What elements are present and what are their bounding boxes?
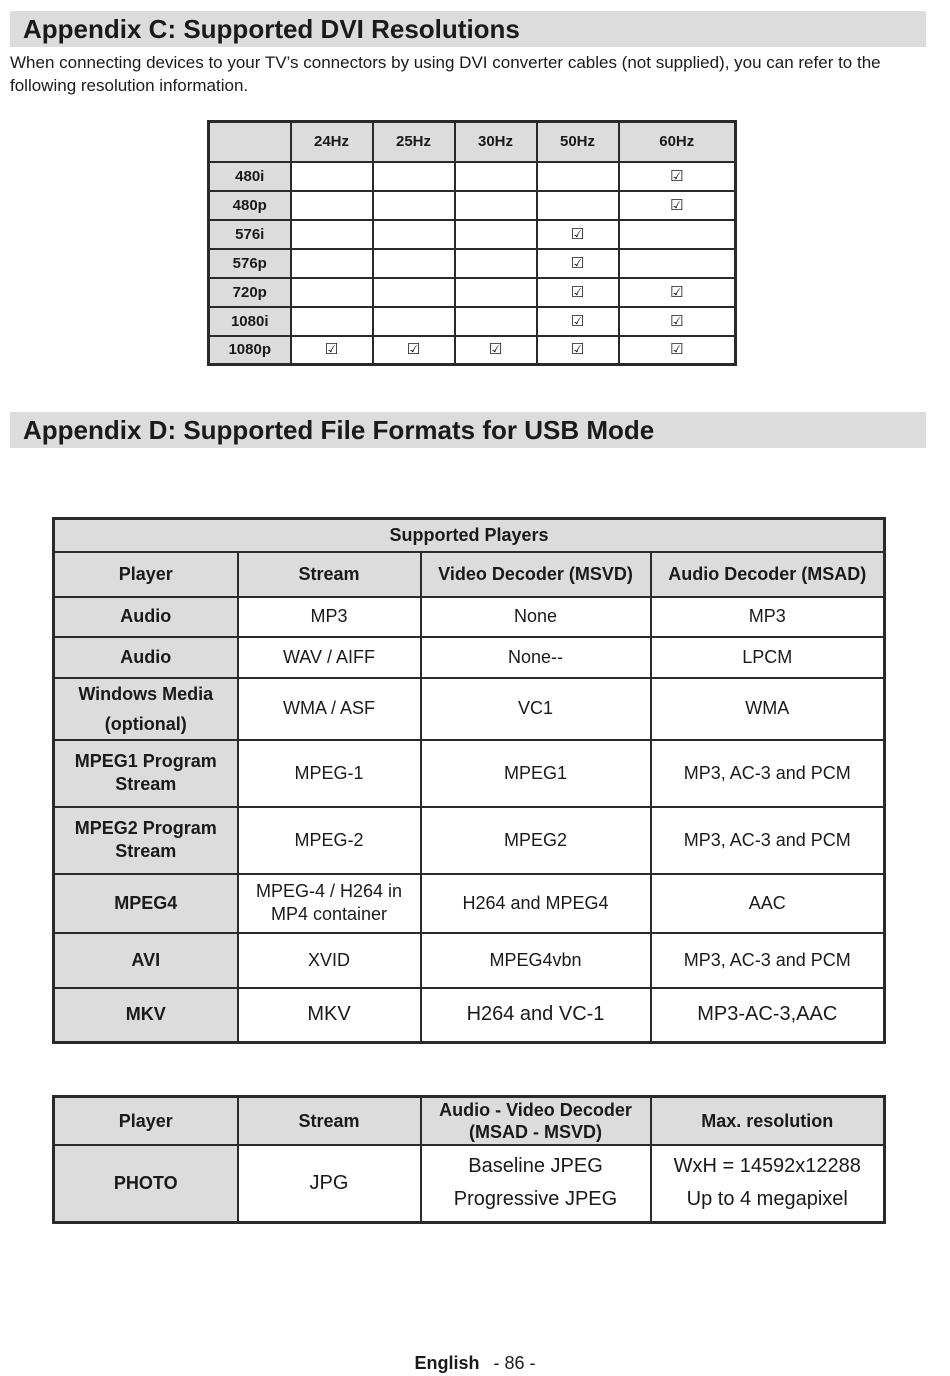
dvi-corner-cell	[209, 122, 291, 162]
dvi-row-label: 480i	[209, 162, 291, 191]
checkbox-checked-icon: ☑	[670, 341, 684, 359]
usb-video-cell: H264 and MPEG4	[421, 874, 651, 933]
dvi-col-header: 25Hz	[373, 122, 455, 162]
table-row	[209, 336, 736, 365]
checkbox-checked-icon: ☑	[670, 167, 684, 185]
dvi-cell	[291, 307, 373, 336]
dvi-cell	[455, 162, 537, 191]
usb-stream-cell: XVID	[238, 933, 421, 988]
photo-decoder-cell	[421, 1145, 651, 1223]
table-row	[54, 597, 885, 637]
usb-player-cell: MPEG1 Program Stream	[54, 740, 238, 807]
photo-col-header-stream: Stream	[238, 1097, 421, 1145]
usb-player-cell: Windows Media (optional)	[54, 678, 238, 740]
photo-col-header-resolution: Max. resolution	[651, 1097, 885, 1145]
dvi-cell	[455, 249, 537, 278]
decoder-line: Progressive JPEG	[453, 1188, 618, 1211]
dvi-cell	[619, 278, 736, 307]
checkbox-checked-icon: ☑	[670, 196, 684, 214]
photo-col-header-player: Player	[54, 1097, 238, 1145]
resolution-line: Up to 4 megapixel	[686, 1188, 848, 1211]
usb-group-header: Supported Players	[54, 519, 885, 552]
dvi-cell	[619, 307, 736, 336]
usb-audio-cell: MP3, AC-3 and PCM	[651, 807, 885, 874]
photo-formats-table	[52, 1095, 886, 1224]
usb-video-cell: None--	[421, 637, 651, 678]
dvi-col-header: 60Hz	[619, 122, 736, 162]
dvi-table-body	[209, 162, 736, 365]
usb-player-cell: AVI	[54, 933, 238, 988]
usb-player-cell: Audio	[54, 597, 238, 637]
appendix-d-title: Appendix D: Supported File Formats for USB Mode	[10, 412, 926, 448]
table-row	[54, 933, 885, 988]
usb-header-row	[54, 552, 885, 597]
checkbox-checked-icon: ☑	[570, 341, 585, 359]
usb-audio-cell: MP3	[651, 597, 885, 637]
usb-audio-cell: MP3, AC-3 and PCM	[651, 740, 885, 807]
usb-formats-table	[52, 517, 886, 1044]
dvi-row-label: 480p	[209, 191, 291, 220]
checkbox-checked-icon: ☑	[570, 254, 585, 272]
usb-player-cell: MPEG4	[54, 874, 238, 933]
usb-stream-cell: WAV / AIFF	[238, 637, 421, 678]
checkbox-checked-icon: ☑	[570, 283, 585, 301]
usb-stream-cell: MPEG-4 / H264 in MP4 container	[238, 874, 421, 933]
table-row	[209, 162, 736, 191]
usb-audio-cell: AAC	[651, 874, 885, 933]
footer-language: English	[414, 1353, 480, 1373]
usb-col-header-video: Video Decoder (MSVD)	[421, 552, 651, 597]
dvi-cell	[619, 162, 736, 191]
usb-audio-cell: WMA	[651, 678, 885, 740]
dvi-cell	[537, 220, 619, 249]
appendix-c-intro: When connecting devices to your TV’s connectors by using DVI converter cables (not supplied), you can refer to the following resolution information.	[10, 53, 881, 95]
dvi-cell	[373, 191, 455, 220]
table-row	[209, 278, 736, 307]
dvi-cell	[291, 162, 373, 191]
usb-video-cell: MPEG1	[421, 740, 651, 807]
dvi-cell	[291, 278, 373, 307]
dvi-cell	[537, 162, 619, 191]
usb-stream-cell: MKV	[238, 988, 421, 1043]
usb-player-cell: Audio	[54, 637, 238, 678]
table-row	[54, 988, 885, 1043]
usb-stream-cell: MP3	[238, 597, 421, 637]
page-number: - 86 -	[493, 1353, 536, 1373]
dvi-cell	[455, 278, 537, 307]
photo-header-row	[54, 1097, 885, 1145]
usb-video-cell: VC1	[421, 678, 651, 740]
usb-col-header-stream: Stream	[238, 552, 421, 597]
dvi-col-header: 50Hz	[537, 122, 619, 162]
checkbox-checked-icon: ☑	[670, 283, 684, 301]
usb-col-header-player: Player	[54, 552, 238, 597]
checkbox-checked-icon: ☑	[324, 341, 339, 359]
table-row	[209, 191, 736, 220]
dvi-header-row	[209, 122, 736, 162]
dvi-cell	[291, 336, 373, 365]
dvi-col-header: 30Hz	[455, 122, 537, 162]
photo-stream-cell: JPG	[238, 1145, 421, 1223]
usb-player-cell: MPEG2 Program Stream	[54, 807, 238, 874]
dvi-row-label: 1080p	[209, 336, 291, 365]
dvi-cell	[619, 191, 736, 220]
table-row	[209, 220, 736, 249]
dvi-cell	[291, 220, 373, 249]
dvi-row-label: 576i	[209, 220, 291, 249]
checkbox-checked-icon: ☑	[570, 312, 585, 330]
dvi-row-label: 1080i	[209, 307, 291, 336]
dvi-cell	[373, 307, 455, 336]
table-row	[54, 874, 885, 933]
dvi-row-label: 720p	[209, 278, 291, 307]
usb-stream-cell: WMA / ASF	[238, 678, 421, 740]
usb-audio-cell: MP3, AC-3 and PCM	[651, 933, 885, 988]
resolution-line: WxH = 14592x12288	[673, 1155, 861, 1178]
usb-player-cell: MKV	[54, 988, 238, 1043]
usb-audio-cell: MP3-AC-3,AAC	[651, 988, 885, 1043]
dvi-cell	[537, 191, 619, 220]
dvi-cell	[619, 336, 736, 365]
table-row	[209, 249, 736, 278]
dvi-cell	[455, 220, 537, 249]
dvi-cell	[455, 336, 537, 365]
table-row	[54, 807, 885, 874]
photo-resolution-cell	[651, 1145, 885, 1223]
usb-group-header-row	[54, 519, 885, 552]
dvi-cell	[619, 249, 736, 278]
photo-player-cell: PHOTO	[54, 1145, 238, 1223]
dvi-cell	[537, 249, 619, 278]
dvi-resolution-table	[207, 120, 737, 366]
checkbox-checked-icon: ☑	[670, 312, 684, 330]
dvi-cell	[619, 220, 736, 249]
usb-video-cell: None	[421, 597, 651, 637]
usb-video-cell: H264 and VC-1	[421, 988, 651, 1043]
dvi-cell	[373, 162, 455, 191]
dvi-cell	[373, 336, 455, 365]
usb-audio-cell: LPCM	[651, 637, 885, 678]
appendix-c-title: Appendix C: Supported DVI Resolutions	[10, 11, 926, 47]
table-row	[54, 637, 885, 678]
table-row	[54, 740, 885, 807]
table-row	[54, 1145, 885, 1223]
dvi-cell	[537, 307, 619, 336]
checkbox-checked-icon: ☑	[570, 225, 585, 243]
usb-col-header-audio: Audio Decoder (MSAD)	[651, 552, 885, 597]
table-row	[209, 307, 736, 336]
dvi-cell	[455, 191, 537, 220]
page-footer	[0, 1353, 950, 1374]
checkbox-checked-icon: ☑	[488, 341, 503, 359]
usb-video-cell: MPEG4vbn	[421, 933, 651, 988]
photo-col-header-decoder: Audio - Video Decoder (MSAD - MSVD)	[421, 1097, 651, 1145]
usb-video-cell: MPEG2	[421, 807, 651, 874]
table-row	[54, 678, 885, 740]
dvi-col-header: 24Hz	[291, 122, 373, 162]
checkbox-checked-icon: ☑	[406, 341, 421, 359]
dvi-cell	[373, 220, 455, 249]
dvi-cell	[373, 278, 455, 307]
dvi-cell	[537, 278, 619, 307]
usb-stream-cell: MPEG-1	[238, 740, 421, 807]
dvi-cell	[291, 191, 373, 220]
dvi-row-label: 576p	[209, 249, 291, 278]
decoder-line: Baseline JPEG	[468, 1155, 603, 1178]
dvi-cell	[291, 249, 373, 278]
dvi-cell	[537, 336, 619, 365]
dvi-cell	[455, 307, 537, 336]
dvi-cell	[373, 249, 455, 278]
usb-stream-cell: MPEG-2	[238, 807, 421, 874]
